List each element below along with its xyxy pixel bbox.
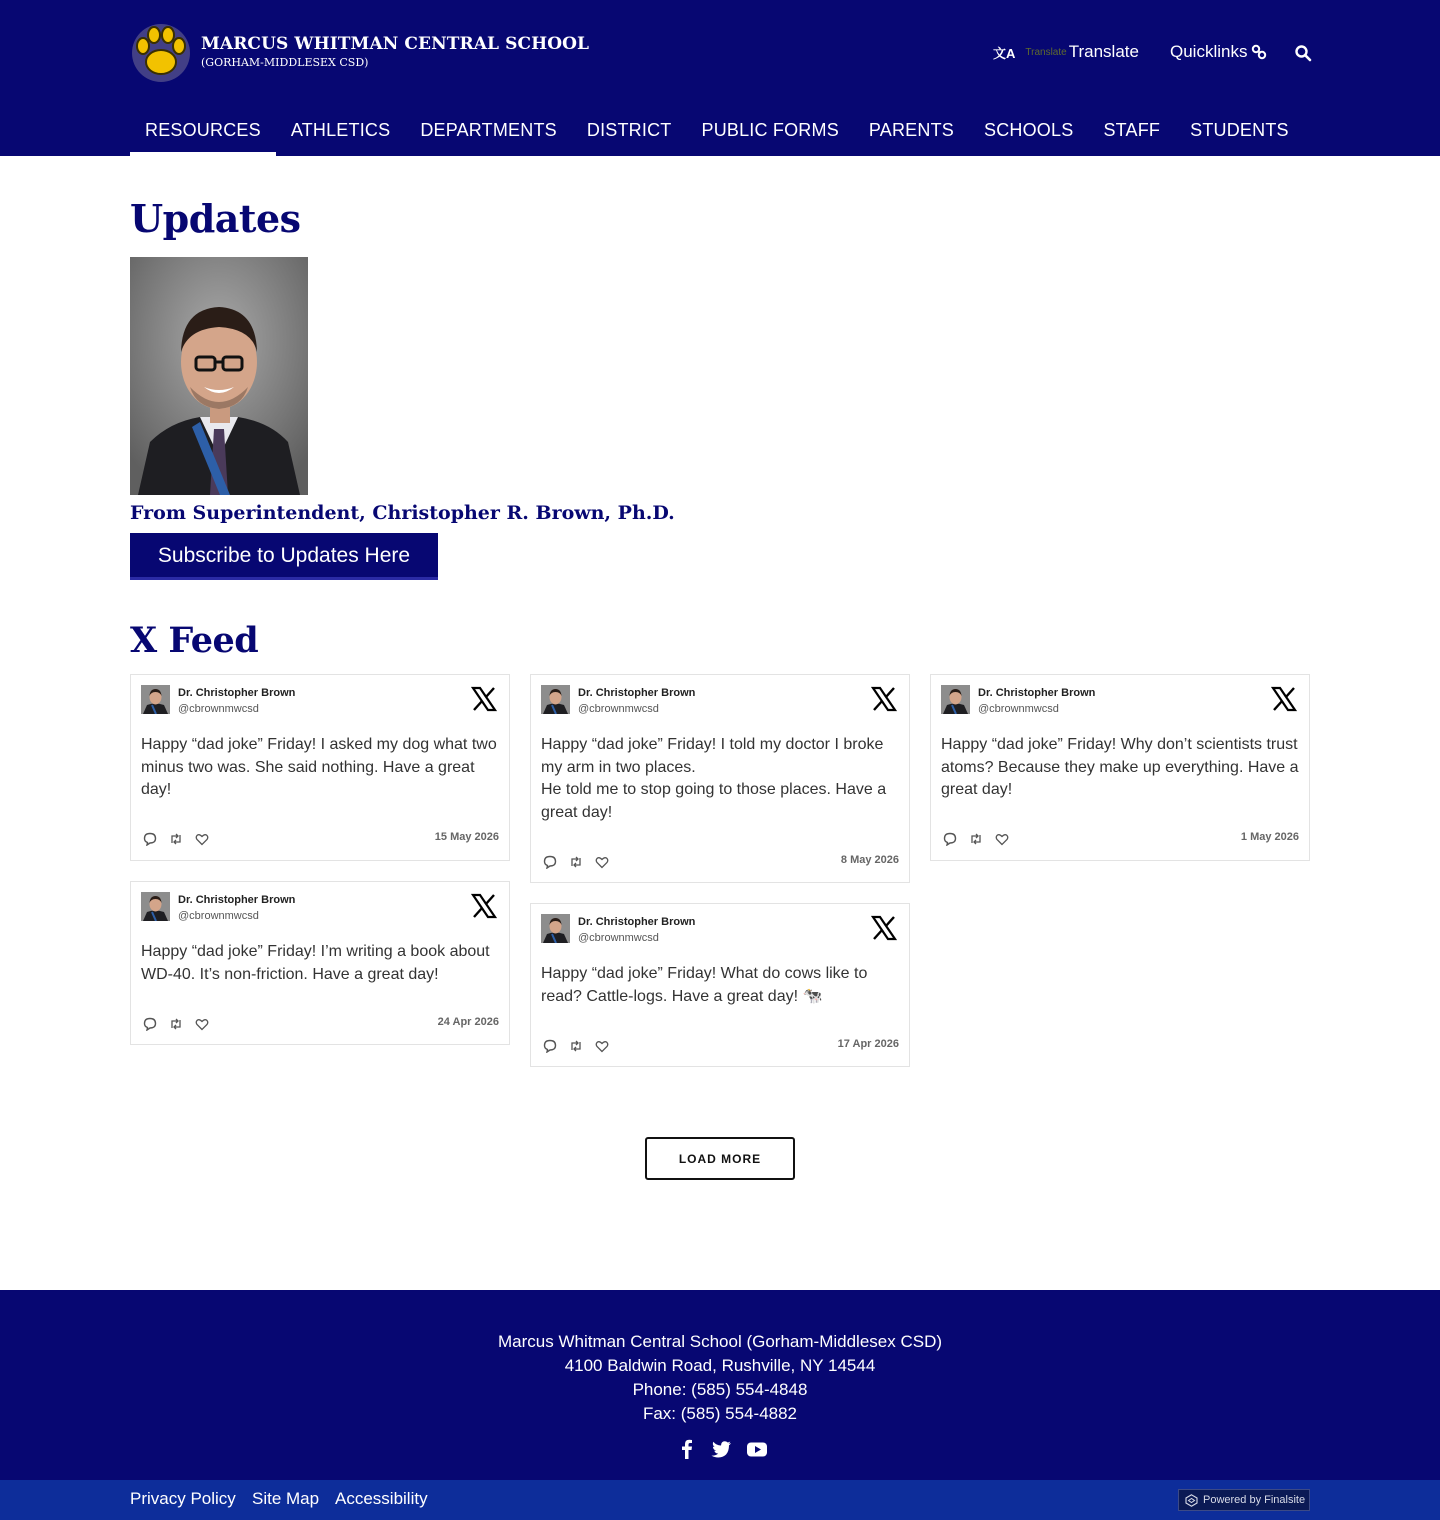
tweet-author-name[interactable]: Dr. Christopher Brown [178, 894, 296, 906]
site-footer [0, 1290, 1440, 1480]
x-feed-heading: X Feed [130, 620, 259, 661]
reply-icon[interactable] [543, 855, 557, 869]
site-header [0, 0, 1440, 156]
avatar [941, 685, 970, 714]
link-icon [1251, 44, 1267, 60]
paw-logo[interactable] [130, 22, 192, 82]
tweet-card[interactable] [530, 674, 910, 883]
nav-item-public-forms[interactable]: PUBLIC FORMS [701, 120, 839, 140]
tweet-text: Happy “dad joke” Friday! I’m writing a book about WD-40. It’s non-friction. Have a great day! [141, 943, 490, 983]
x-logo-icon[interactable] [471, 893, 497, 919]
finalsite-icon [1185, 1494, 1198, 1507]
like-icon[interactable] [195, 1017, 209, 1031]
tweet-card[interactable] [130, 674, 510, 861]
avatar [541, 914, 570, 943]
translate-small-label: Translate [1025, 46, 1067, 58]
load-more-button[interactable]: LOAD MORE [645, 1137, 795, 1180]
footer-fax: Fax: (585) 554-4882 [642, 1404, 798, 1423]
avatar [541, 685, 570, 714]
tweet-card[interactable] [130, 881, 510, 1045]
nav-item-parents[interactable]: PARENTS [868, 120, 954, 140]
tweet-author-handle[interactable]: @cbrownmwcsd [578, 932, 659, 944]
tweet-date[interactable]: 24 Apr 2026 [437, 1016, 499, 1028]
nav-item-staff[interactable]: STAFF [1103, 120, 1161, 140]
nav-item-district[interactable]: DISTRICT [586, 120, 672, 140]
like-icon[interactable] [995, 832, 1009, 846]
tweet-author-handle[interactable]: @cbrownmwcsd [978, 703, 1059, 715]
reply-icon[interactable] [543, 1039, 557, 1053]
privacy-policy-link[interactable]: Privacy Policy [130, 1489, 236, 1508]
tweet-card[interactable] [930, 674, 1310, 861]
x-logo-icon[interactable] [471, 686, 497, 712]
tweet-text: Happy “dad joke” Friday! I asked my dog what two minus two was. She said nothing. Have a great day! [141, 736, 497, 798]
twitter-icon[interactable] [710, 1439, 732, 1459]
school-name[interactable]: MARCUS WHITMAN CENTRAL SCHOOL [201, 34, 590, 54]
tweet-date[interactable]: 17 Apr 2026 [837, 1038, 899, 1050]
tweet-actions [543, 855, 621, 869]
tweet-actions [143, 1017, 221, 1031]
tweet-date[interactable]: 1 May 2026 [1240, 831, 1299, 843]
superintendent-caption: From Superintendent, Christopher R. Brown, Ph.D. [130, 502, 675, 524]
retweet-icon[interactable] [969, 832, 983, 846]
tweet-text: Happy “dad joke” Friday! Why don’t scientists trust atoms? Because they make up everything. Have a great day! [941, 736, 1299, 798]
tweet-author-name[interactable]: Dr. Christopher Brown [578, 916, 696, 928]
tweet-date[interactable]: 8 May 2026 [840, 854, 899, 866]
reply-icon[interactable] [143, 1017, 157, 1031]
main-nav [130, 104, 1304, 156]
tweet-actions [943, 832, 1021, 846]
tweet-text: Happy “dad joke” Friday! I told my doctor I broke my arm in two places. He told me to stop going to those places. Have a great day! [541, 736, 887, 821]
tweet-date[interactable]: 15 May 2026 [434, 831, 499, 843]
tweet-author-handle[interactable]: @cbrownmwcsd [578, 703, 659, 715]
nav-item-schools[interactable]: SCHOOLS [984, 120, 1074, 140]
retweet-icon[interactable] [569, 855, 583, 869]
subscribe-button[interactable]: Subscribe to Updates Here [130, 533, 438, 580]
tweet-card[interactable] [530, 903, 910, 1067]
facebook-icon[interactable] [676, 1439, 698, 1459]
search-icon[interactable] [1294, 44, 1312, 62]
x-logo-icon[interactable] [871, 915, 897, 941]
nav-item-athletics[interactable]: ATHLETICS [290, 120, 391, 140]
tweet-author-name[interactable]: Dr. Christopher Brown [578, 687, 696, 699]
retweet-icon[interactable] [169, 1017, 183, 1031]
nav-item-departments[interactable]: DEPARTMENTS [420, 120, 557, 140]
tweet-text: Happy “dad joke” Friday! What do cows like to read? Cattle-logs. Have a great day! 🐄 [541, 965, 868, 1005]
retweet-icon[interactable] [569, 1039, 583, 1053]
translate-button[interactable] [993, 40, 1139, 64]
x-logo-icon[interactable] [1271, 686, 1297, 712]
avatar [141, 685, 170, 714]
school-subtitle: (GORHAM-MIDDLESEX CSD) [201, 56, 369, 69]
footer-school-name: Marcus Whitman Central School (Gorham-Middlesex CSD) [497, 1332, 943, 1351]
translate-icon: 文A [993, 45, 1016, 61]
footer-phone[interactable]: Phone: (585) 554-4848 [632, 1380, 808, 1399]
x-logo-icon[interactable] [871, 686, 897, 712]
footer-address: 4100 Baldwin Road, Rushville, NY 14544 [564, 1356, 876, 1375]
retweet-icon[interactable] [169, 832, 183, 846]
translate-label: Translate [1068, 42, 1139, 61]
tweet-author-name[interactable]: Dr. Christopher Brown [178, 687, 296, 699]
reply-icon[interactable] [143, 832, 157, 846]
avatar [141, 892, 170, 921]
tweet-actions [143, 832, 221, 846]
like-icon[interactable] [195, 832, 209, 846]
superintendent-photo [130, 257, 308, 495]
updates-heading: Updates [130, 196, 301, 241]
accessibility-link[interactable]: Accessibility [335, 1489, 428, 1508]
quicklinks-button[interactable] [1170, 40, 1267, 64]
quicklinks-label: Quicklinks [1170, 42, 1248, 61]
youtube-icon[interactable] [746, 1439, 768, 1459]
tweet-author-handle[interactable]: @cbrownmwcsd [178, 703, 259, 715]
powered-by-label: Powered by Finalsite [1203, 1494, 1306, 1506]
site-map-link[interactable]: Site Map [252, 1489, 320, 1508]
powered-by-badge[interactable] [1178, 1489, 1310, 1511]
nav-item-students[interactable]: STUDENTS [1190, 120, 1289, 140]
nav-item-resources[interactable]: RESOURCES [130, 104, 276, 156]
tweet-actions [543, 1039, 621, 1053]
tweet-author-name[interactable]: Dr. Christopher Brown [978, 687, 1096, 699]
reply-icon[interactable] [943, 832, 957, 846]
like-icon[interactable] [595, 1039, 609, 1053]
like-icon[interactable] [595, 855, 609, 869]
tweet-author-handle[interactable]: @cbrownmwcsd [178, 910, 259, 922]
